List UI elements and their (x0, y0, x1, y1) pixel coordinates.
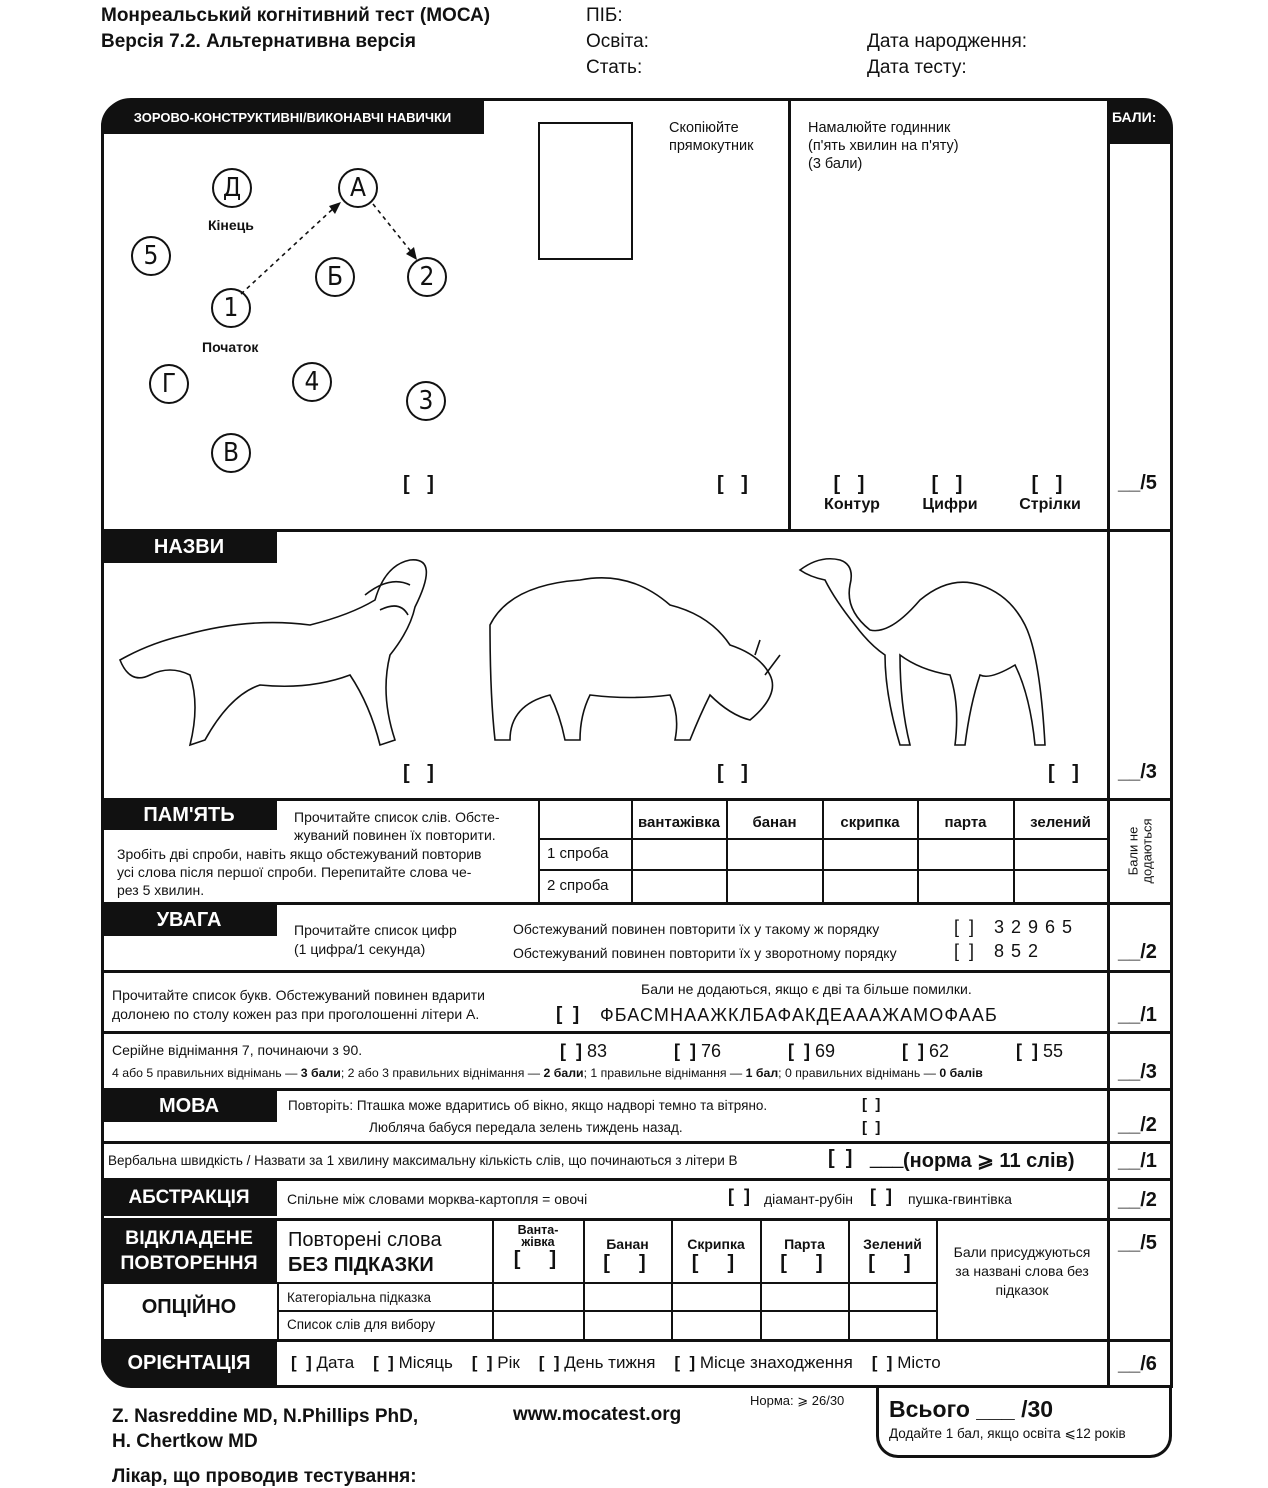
repeat-1-checkbox[interactable]: [ ] (862, 1096, 881, 1113)
naming-score[interactable]: __/3 (1118, 761, 1157, 783)
backward-digits: 8 5 2 (994, 941, 1040, 961)
clock-instruction-line: (п'ять хвилин на п'яту) (808, 138, 959, 154)
note-line: додаються (1140, 818, 1156, 884)
form-title: Монреальський когнітивний тест (МОСА) (101, 5, 491, 26)
tab-line: ВІДКЛАДЕНЕ (125, 1227, 253, 1249)
section-tab-orientation: ОРІЄНТАЦІЯ (101, 1341, 277, 1385)
serial-value: 55 (1043, 1041, 1064, 1061)
trail-node-b: Б (315, 257, 355, 297)
section-tab-visuospatial: ЗОРОВО-КОНСТРУКТИВНІ/ВИКОНАВЧІ НАВИЧКИ (101, 100, 484, 134)
rectangle-figure (538, 122, 633, 260)
clock-instruction-line: (3 бали) (808, 156, 863, 172)
rule-text: 4 або 5 правильних віднімань — (112, 1066, 301, 1080)
recall-word-label: Парта (784, 1236, 825, 1252)
examiner-label: Лікар, що проводив тестування: (112, 1466, 417, 1487)
checkbox[interactable]: [ ] (603, 1252, 652, 1274)
label-line: БЕЗ ПІДКАЗКИ (288, 1254, 434, 1276)
abstraction-item-2: пушка-гвинтівка (908, 1191, 1012, 1207)
instruction-line: Прочитайте список букв. Обстежуваний повинен вдарити (112, 987, 485, 1003)
lion-icon (120, 560, 426, 745)
trail-making-arrows (101, 134, 788, 529)
trail-node-g: Г (149, 364, 189, 404)
serial-rule (112, 1066, 983, 1080)
item-label: Місце знаходження (699, 1353, 853, 1372)
repeat-sentence-1: Повторіть: Пташка може вдаритись об вікно, якщо надворі темно та вітряно. (288, 1098, 768, 1113)
section-tab-memory: ПАМ'ЯТЬ (101, 800, 277, 830)
serial-item[interactable]: [ ] 76 (674, 1041, 722, 1061)
fluency-score[interactable]: __/1 (1118, 1150, 1157, 1172)
checkbox[interactable]: [ ] (931, 473, 969, 495)
optional-label: ОПЦІЙНО (141, 1296, 237, 1318)
rule-text: ; 2 або 3 правильних віднімання — (340, 1066, 544, 1080)
memory-instruction-line: жуваний повинен їх повторити. (294, 827, 496, 843)
checkbox[interactable]: [ ] (691, 1252, 741, 1274)
digits-score[interactable]: __/2 (1118, 941, 1157, 963)
trail-node-5: 5 (131, 236, 171, 276)
orientation-item-place[interactable]: [ ] Місце знаходження (674, 1353, 853, 1372)
rule-points: 3 бали (300, 1066, 341, 1080)
forward-label: Обстежуваний повинен повторити їх у такому ж порядку (513, 921, 880, 937)
divider (538, 801, 540, 902)
instruction-line: (1 цифра/1 секунда) (294, 941, 426, 957)
trail-checkbox[interactable]: [ ] (403, 473, 440, 495)
clock-instruction (808, 119, 959, 173)
memory-word: банан (752, 813, 797, 831)
tab-line: ПОВТОРЕННЯ (120, 1252, 258, 1274)
repeat-sentence-2: Любляча бабуся передала зелень тиждень назад. (369, 1120, 683, 1135)
memory-instruction-line: усі слова після першої спроби. Перепитайте слова че- (117, 864, 472, 880)
trail-node-v: В (211, 433, 251, 473)
serial-score[interactable]: __/3 (1118, 1061, 1157, 1083)
backward-checkbox[interactable]: [ ] (954, 941, 975, 961)
clock-contour-label: Контур (824, 496, 880, 513)
clock-numbers-label: Цифри (922, 496, 978, 513)
item-label: Місяць (398, 1353, 453, 1372)
trial-2-label: 2 спроба (547, 877, 609, 894)
section-tab-language: МОВА (101, 1090, 277, 1122)
orientation-item-date[interactable]: [ ] Дата (291, 1353, 355, 1372)
clock-contour[interactable] (812, 473, 892, 514)
website-link[interactable]: www.mocatest.org (513, 1404, 682, 1425)
recall-word[interactable] (761, 1236, 848, 1275)
serial-value: 76 (701, 1041, 722, 1061)
form-version: Версія 7.2. Альтернативна версія (101, 31, 416, 52)
section-tab-naming: НАЗВИ (101, 531, 277, 563)
trail-arrow-a-to-2 (373, 204, 413, 254)
forward-checkbox[interactable]: [ ] (954, 917, 975, 937)
divider (538, 838, 1107, 840)
trail-start-label: Початок (202, 339, 259, 355)
recall-word-label: Зелений (863, 1236, 922, 1252)
memory-word: зелений (1030, 813, 1091, 831)
total-score[interactable]: Всього ___ /30 (889, 1396, 1054, 1422)
instruction-line: долонею по столу кожен раз при проголошенні літери А. (112, 1006, 480, 1022)
divider (788, 100, 791, 530)
camel-icon (800, 559, 1045, 745)
divider (101, 1031, 1173, 1034)
divider (101, 970, 1173, 973)
item-label: Місто (897, 1353, 941, 1372)
trail-end-label: Кінець (208, 217, 254, 233)
memory-word: парта (944, 813, 987, 831)
letters-instruction (112, 986, 485, 1024)
section-tab-attention: УВАГА (101, 904, 277, 936)
category-cue-label: Категоріальна підказка (287, 1290, 432, 1305)
authors-line: H. Chertkow MD (112, 1431, 258, 1452)
rule-points: 2 бали (543, 1066, 584, 1080)
letters-note: Бали не додаються, якщо є дві та більше помилки. (641, 981, 972, 997)
memory-instruction-line: рез 5 хвилин. (117, 882, 205, 898)
note-line: Бали не (1126, 826, 1142, 876)
recall-word[interactable] (584, 1236, 671, 1275)
rule-text: ; 1 правильне віднімання — (583, 1066, 746, 1080)
copy-checkbox[interactable]: [ ] (717, 473, 754, 495)
orientation-items (291, 1353, 941, 1373)
recall-word[interactable] (493, 1224, 583, 1271)
camel-checkbox[interactable]: [ ] (1048, 762, 1085, 784)
label-line: Повторені слова (288, 1229, 442, 1251)
serial-item[interactable]: [ ] 83 (560, 1041, 608, 1061)
recall-word-label: Скрипка (687, 1236, 745, 1252)
sex-field[interactable]: Стать: (586, 57, 643, 78)
orientation-score[interactable]: __/6 (1118, 1353, 1157, 1375)
digits-instruction (294, 921, 457, 959)
lion-checkbox[interactable]: [ ] (403, 762, 440, 784)
clock-hands-label: Стрілки (1019, 496, 1081, 513)
arrowhead-icon (329, 202, 341, 214)
memory-instruction-line: Прочитайте список слів. Обсте- (294, 809, 500, 825)
repeat-score[interactable]: __/2 (1118, 1114, 1157, 1136)
serial-value: 69 (815, 1041, 836, 1061)
fluency-norm: (норма ⩾ 11 слів) (903, 1150, 1075, 1172)
clock-instruction-line: Намалюйте годинник (808, 120, 951, 136)
letters-score[interactable]: __/1 (1118, 1004, 1157, 1026)
serial-value: 62 (929, 1041, 950, 1061)
clock-hands[interactable] (1010, 473, 1090, 514)
letters-sequence: ФБАСМНААЖКЛБАФАКДЕАААЖАМОФААБ (600, 1005, 998, 1025)
name-field[interactable]: ПІБ: (586, 5, 623, 26)
rule-points: 0 балів (939, 1066, 983, 1080)
authors (112, 1404, 418, 1454)
trail-node-4: 4 (292, 362, 332, 402)
orientation-item-month[interactable]: [ ] Місяць (373, 1353, 453, 1372)
abstraction-example: Спільне між словами морква-картопля = овочі (287, 1191, 588, 1207)
fluency-checkbox[interactable]: [ ] (828, 1147, 853, 1169)
serial-item[interactable]: [ ] 69 (788, 1041, 836, 1061)
arrowhead-icon (406, 247, 417, 260)
backward-label: Обстежуваний повинен повторити їх у зворотному порядку (513, 945, 897, 961)
recall-word[interactable] (672, 1236, 760, 1275)
divider (538, 869, 1107, 871)
item-label: День тижня (564, 1353, 656, 1372)
recall-word-label: Ванта- жівка (517, 1223, 559, 1249)
divider (277, 1310, 936, 1312)
trail-node-3: 3 (406, 381, 446, 421)
trail-node-d: Д (212, 168, 252, 208)
abstraction-item-1: діамант-рубін (764, 1191, 853, 1207)
abstraction-2-checkbox[interactable]: [ ] (870, 1186, 892, 1206)
norm-label: Норма: ⩾ 26/30 (750, 1393, 845, 1408)
orientation-item-weekday[interactable]: [ ] День тижня (538, 1353, 656, 1372)
rhinoceros-icon (490, 578, 780, 740)
checkbox[interactable]: [ ] (513, 1248, 563, 1270)
letters-checkbox[interactable]: [ ] (556, 1004, 580, 1025)
trail-node-2: 2 (407, 257, 447, 297)
birth-date-field[interactable]: Дата народження: (867, 31, 1028, 52)
item-label: Дата (316, 1353, 355, 1372)
trial-1-label: 1 спроба (547, 845, 609, 862)
section-tab-delayed-recall (101, 1220, 277, 1282)
divider (101, 1282, 936, 1284)
memory-score-note-text (1127, 818, 1155, 883)
recall-word[interactable] (849, 1236, 936, 1275)
memory-word: вантажівка (638, 813, 720, 831)
abstraction-1-checkbox[interactable]: [ ] (728, 1186, 750, 1206)
visuospatial-score[interactable]: __/5 (1118, 472, 1157, 494)
memory-instruction-bottom (117, 845, 482, 899)
recall-word-label: Банан (606, 1236, 649, 1252)
memory-score-note (1110, 802, 1172, 900)
scores-header: БАЛИ: (1112, 109, 1157, 125)
clock-numbers[interactable] (910, 473, 990, 514)
section-tab-abstraction: АБСТРАКЦІЯ (101, 1180, 277, 1216)
recall-note: Бали присуджуються за названі слова без підказок (953, 1244, 1091, 1298)
divider (101, 1141, 1173, 1144)
animal-illustrations (110, 555, 1100, 755)
memory-instruction-line: Зробіть дві спроби, навіть якщо обстежуваний повторив (117, 846, 482, 862)
rule-points: 1 бал (745, 1066, 779, 1080)
checkbox[interactable]: [ ] (833, 473, 871, 495)
test-date-field[interactable]: Дата тесту: (867, 57, 967, 78)
education-field[interactable]: Освіта: (586, 31, 649, 52)
education-bonus-note: Додайте 1 бал, якщо освіта ⩽12 років (889, 1426, 1126, 1441)
delayed-recall-score[interactable]: __/5 (1118, 1232, 1157, 1254)
trail-node-1: 1 (211, 288, 251, 328)
orientation-item-year[interactable]: [ ] Рік (471, 1353, 520, 1372)
serial-item[interactable]: [ ] 62 (902, 1041, 950, 1061)
memory-word: скрипка (840, 813, 900, 831)
authors-line: Z. Nasreddine MD, N.Phillips PhD, (112, 1406, 419, 1427)
rule-text: ; 0 правильних віднімань — (778, 1066, 940, 1080)
checkbox[interactable]: [ ] (1031, 473, 1069, 495)
divider (936, 1220, 938, 1339)
rhino-checkbox[interactable]: [ ] (717, 762, 754, 784)
orientation-item-city[interactable]: [ ] Місто (871, 1353, 941, 1372)
item-label: Рік (497, 1353, 520, 1372)
copy-instruction: Скопіюйте прямокутник (669, 120, 754, 154)
checkbox[interactable]: [ ] (868, 1252, 917, 1274)
abstraction-score[interactable]: __/2 (1118, 1189, 1157, 1211)
memory-instruction-top (294, 808, 500, 844)
repeat-2-checkbox[interactable]: [ ] (862, 1119, 881, 1136)
forward-digits: 3 2 9 6 5 (994, 917, 1074, 937)
fluency-blank[interactable]: ___ (870, 1147, 904, 1169)
serial-instruction: Серійне віднімання 7, починаючи з 90. (112, 1042, 363, 1058)
scores-divider (1107, 100, 1110, 1386)
instruction-line: Прочитайте список цифр (294, 922, 457, 938)
serial-item[interactable]: [ ] 55 (1016, 1041, 1064, 1061)
checkbox[interactable]: [ ] (780, 1252, 829, 1274)
serial-value: 83 (587, 1041, 608, 1061)
fluency-instruction: Вербальна швидкість / Назвати за 1 хвилину максимальну кількість слів, що починаються з літери В (108, 1153, 738, 1168)
multiple-choice-label: Список слів для вибору (287, 1317, 436, 1332)
no-cue-label (288, 1228, 442, 1278)
trail-node-a: А (338, 168, 378, 208)
